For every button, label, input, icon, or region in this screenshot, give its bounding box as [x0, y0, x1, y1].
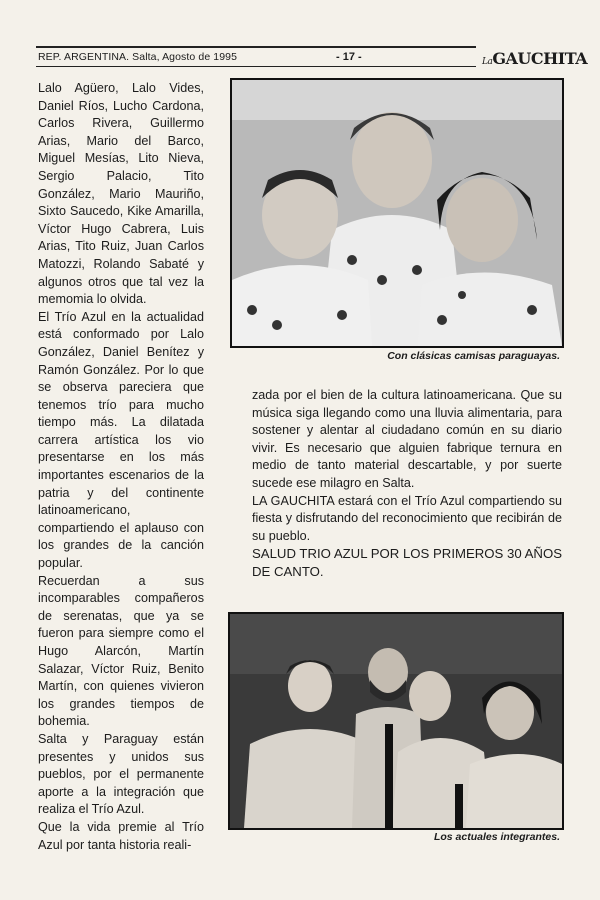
right-column — [252, 387, 562, 581]
logo-text: GAUCHITA — [492, 48, 588, 68]
photo-members-image — [230, 614, 562, 828]
photo-caption-bottom: Los actuales integrantes. — [433, 831, 560, 843]
left-paragraph-5: Que la vida premie al Trío Azul por tanta historia reali- — [38, 819, 204, 852]
left-paragraph-1: Lalo Agüero, Lalo Vides, Daniel Ríos, Lucho Cardona, Carlos Rivera, Guillermo Arias, Mario del Barco, Miguel Mesías, Lito Nieva, Sergio Palacio, Tito González, Mario Mauriño, Sixto Saucedo, Kike Amarilla, Víctor Hugo Cabrera, Luis Arias, Tito Ruiz, Juan Carlos Matozzi, Rolando Sabaté y algunos otros que tal vez la memomia lo olvida. — [38, 81, 204, 307]
gauchita-logo — [480, 46, 588, 70]
logo-prefix: La — [482, 56, 493, 67]
left-paragraph-4: Salta y Paraguay están presentes y unidos sus pueblos, por el permanente aporte a la integración que realiza el Trío Azul. — [38, 731, 204, 817]
photo-caption-top: Con clásicas camisas paraguayas. — [387, 350, 560, 362]
photo-current-members — [228, 612, 564, 830]
header-rule-bottom — [36, 66, 476, 67]
right-paragraph-2: LA GAUCHITA estará con el Trío Azul compartiendo su fiesta y disfrutando del reconocimiento que recibirán de su pueblo. — [252, 493, 562, 543]
header-date-line: REP. ARGENTINA. Salta, Agosto de 1995 — [38, 51, 238, 63]
header-rule-top — [36, 46, 476, 48]
page-header — [36, 46, 588, 70]
page-number: - 17 - — [336, 51, 362, 63]
left-column — [38, 80, 204, 854]
photo-trio-image — [232, 80, 562, 346]
left-paragraph-2: El Trío Azul en la actualidad está conformado por Lalo González, Daniel Benítez y Ramón González. Por lo que se observa pareciera que tenemos trío para mucho tiempo más. La dilatada carrera artística los vio presentarse en los más importantes escenarios de la patria y del continente latinoamericano, compartiendo el aplauso con los grandes de la canción popular. — [38, 309, 204, 571]
photo-trio-paraguayan-shirts — [230, 78, 564, 348]
right-paragraph-1: zada por el bien de la cultura latinoamericana. Que su música siga llegando como una lluvia alimentaria, para sostener y alentar al ciudadano común en su diario vivir. Es necesario que alguien fabrique ternura en medio de tanto material descartable, y por suerte sucede ese milagro en Salta. — [252, 388, 562, 490]
left-paragraph-3: Recuerdan a sus incomparables compañeros de serenatas, que ya se fueron para siempre como el Hugo Alarcón, Martín Salazar, Víctor Ruiz, Benito Martín, con quienes vivieron los grandes tiempos de bohemia. — [38, 573, 204, 729]
right-paragraph-3: SALUD TRIO AZUL POR LOS PRIMEROS 30 AÑOS DE CANTO. — [252, 546, 562, 579]
